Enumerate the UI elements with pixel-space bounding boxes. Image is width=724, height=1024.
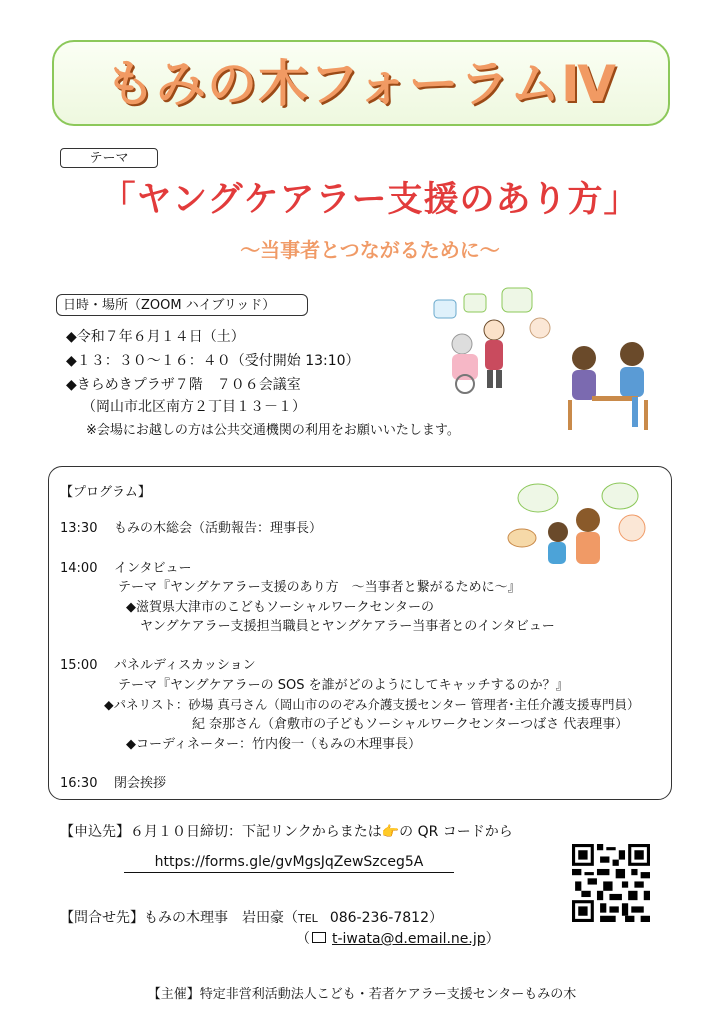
datetime-tag: 日時・場所（ZOOM ハイブリッド） [56,294,308,316]
organizer-footer: 【主催】特定非営利活動法人こども・若者ケアラー支援センターもみの木 [147,987,577,1002]
tel-label: TEL [298,912,318,925]
family-illustration [500,480,660,572]
panelist-2: 紀 奈那さん（倉敷市の子どもソーシャルワークセンターつばさ 代表理事） [192,717,629,732]
apply-url[interactable] [124,853,454,873]
contact-tel: 086-236-7812） [329,910,443,926]
email-close: ） [485,931,500,947]
contact-email[interactable]: t-iwata@d.email.ne.jp [332,931,486,947]
caregiver-illustration [432,286,562,396]
apply-text [60,823,513,842]
program-heading: 【プログラム】 [60,485,151,500]
form-link[interactable]: https://forms.gle/gvMgsJqZewSzceg5A [154,854,424,870]
apply-label-2: の QR コードから [399,824,513,840]
food-icon [518,484,558,512]
interview-detail-2: ヤングケアラー支援担当職員とヤングケアラー当事者とのインタビュー [140,619,555,634]
memo-icon [464,294,486,312]
open-paren: （ [296,931,310,947]
qr-code[interactable] [572,844,650,922]
coordinator: ◆コーディネーター：竹内俊一（もみの木理事長） [126,737,421,752]
contact-label: 【問合せ先】もみの木理事 岩田豪（ [60,910,298,926]
event-date: ◆令和７年６月１４日（土） [66,329,245,345]
hospital-icon [434,300,456,318]
interview-detail-1: ◆滋賀県大津市のこどもソーシャルワークセンターの [126,600,434,615]
interview-theme: テーマ『ヤングケアラー支援のあり方 ～当事者と繋がるために～』 [118,580,521,595]
page-title: もみの木フォーラムⅣ [105,55,617,113]
mail-icon [312,932,326,943]
program-item-4: 閉会挨拶 [114,776,167,791]
program-item-1: もみの木総会（活動報告：理事長） [114,521,323,536]
program-item-2: インタビュー [114,561,192,576]
event-time: ◆１３：３０～１６：４０（受付開始 13:10） [66,353,360,369]
panelist-1: ◆パネリスト：砂場 真弓さん（岡山市ののぞみ介護支援センター 管理者･主任介護支援専門員） [104,697,640,712]
event-venue: ◆きらめきプラザ７階 ７０６会議室 [66,377,301,393]
contact-line [60,909,443,928]
theme-subtitle: ～当事者とつながるために～ [240,238,500,262]
pointing-hand-icon: 👉 [381,824,400,840]
program-time-1: 13:30 [60,521,98,536]
panel-theme: テーマ『ヤングケアラーの SOS を誰がどのようにしてキャッチするのか？』 [118,678,569,693]
apply-label: 【申込先】６月１０日締切：下記リンクからまたは [60,824,382,840]
program-item-3: パネルディスカッション [114,658,256,673]
program-time-2: 14:00 [60,561,98,576]
email-line [296,930,500,949]
theme-title: 「ヤングケアラー支援のあり方」 [100,180,640,220]
conversation-illustration [562,340,662,432]
program-time-3: 15:00 [60,658,98,673]
program-time-4: 16:30 [60,776,98,791]
theme-tag: テーマ [60,148,158,168]
curry-icon [508,529,536,547]
transit-note: ※会場にお越しの方は公共交通機関の利用をお願いいたします。 [86,423,460,438]
medicine-icon [502,288,532,312]
event-address: （岡山市北区南方２丁目１３－１） [82,399,306,415]
meal-icon [530,318,550,338]
